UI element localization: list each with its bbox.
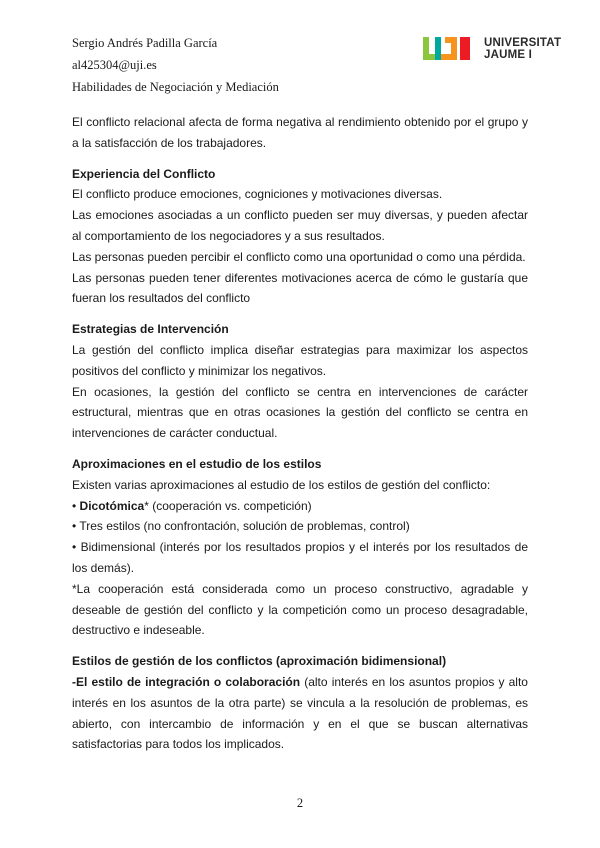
section-heading-estrategias: Estrategias de Intervención <box>72 322 229 337</box>
author-name: Sergio Andrés Padilla García <box>72 36 218 50</box>
university-name-line1: UNIVERSITAT <box>484 37 562 49</box>
bold-term: -El estilo de integración o colaboración <box>72 674 301 689</box>
section-heading-experiencia: Experiencia del Conflicto <box>72 166 216 181</box>
paragraph-text: (alto interés en los asuntos propios y alto interés en los asuntos de la otra parte) se vincula a la resolución de problemas, es abierto, con intercambio de información y en el que se buscan alternativas satisfactorias para todos los implicados. <box>72 674 528 752</box>
list-item <box>72 496 528 517</box>
section-heading-aproximaciones: Aproximaciones en el estudio de los estilos <box>72 456 322 471</box>
list-item: • Bidimensional (interés por los resultados propios y el interés por los resultados de los demás). <box>72 540 528 575</box>
paragraph: Las personas pueden percibir el conflicto como una oportunidad o como una pérdida. <box>72 249 526 264</box>
paragraph: Las personas pueden tener diferentes motivaciones acerca de cómo le gustaría que fueran los resultados del conflicto <box>72 270 528 306</box>
paragraph: Las emociones asociadas a un conflicto pueden ser muy diversas, y pueden afectar al comportamiento de los negociadores y a sus resultados. <box>72 208 528 243</box>
university-name <box>484 37 561 61</box>
course-name: Habilidades de Negociación y Mediación <box>72 80 279 94</box>
university-name-line2: JAUME I <box>484 49 533 61</box>
author-email: al425304@uji.es <box>72 58 157 72</box>
bold-term: Dicotómica <box>79 498 145 513</box>
page-header <box>72 32 279 98</box>
page-number: 2 <box>296 796 304 810</box>
paragraph: La gestión del conflicto implica diseñar estrategias para maximizar los aspectos positivos del conflicto y minimizar los negativos. <box>72 342 528 378</box>
footnote-paragraph: *La cooperación está considerada como un proceso constructivo, agradable y deseable de gestión del conflicto y la competición como un proceso desagradable, destructivo e indeseable. <box>72 581 528 638</box>
intro-paragraph: El conflicto relacional afecta de forma negativa al rendimiento obtenido por el grupo y a la satisfacción de los trabajadores. <box>72 115 528 150</box>
bullet: • <box>72 498 77 513</box>
university-logo <box>422 36 561 62</box>
uji-logo-icon <box>422 36 476 62</box>
list-item-text: * (cooperación vs. competición) <box>144 498 312 513</box>
paragraph: En ocasiones, la gestión del conflicto se centra en intervenciones de carácter estructural, mientras que en otras ocasiones la gestión del conflicto se centra en intervenciones de carácter conductual. <box>72 384 528 441</box>
paragraph <box>72 672 528 755</box>
paragraph: El conflicto produce emociones, cogniciones y motivaciones diversas. <box>72 187 443 202</box>
paragraph: Existen varias aproximaciones al estudio de los estilos de gestión del conflicto: <box>72 477 491 492</box>
document-body <box>72 112 528 755</box>
section-heading-estilos: Estilos de gestión de los conflictos (aproximación bidimensional) <box>72 654 447 669</box>
list-item: • Tres estilos (no confrontación, solución de problemas, control) <box>72 519 410 534</box>
